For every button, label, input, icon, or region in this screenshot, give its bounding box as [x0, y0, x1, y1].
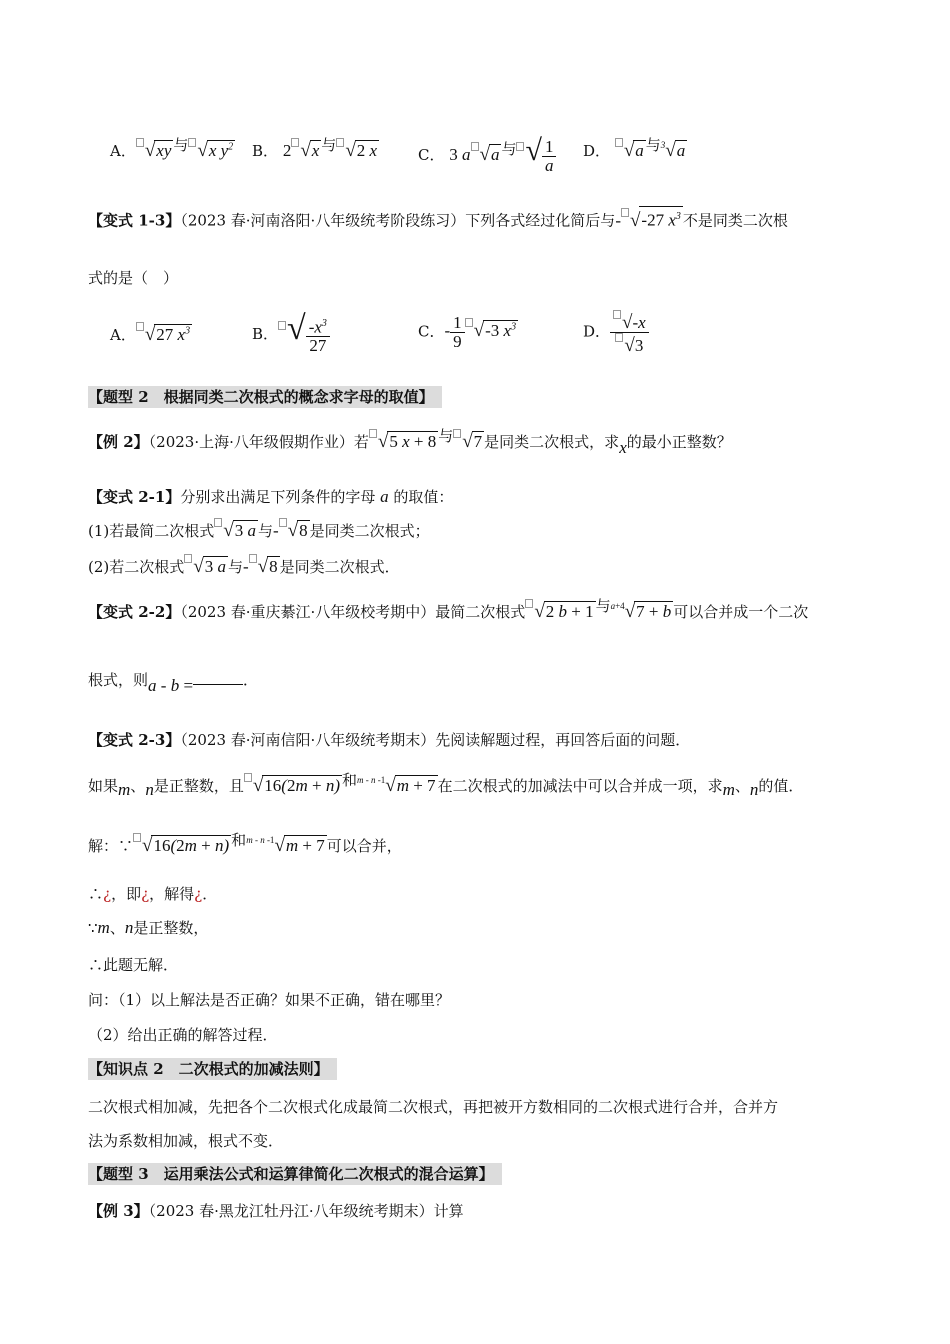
section-header-type-2: 【题型 2 根据同类二次根式的概念求字母的取值】 — [88, 386, 442, 408]
option-a-2: A． √27 $x^3$ — [110, 324, 191, 345]
option-d: D． √a 与$^3$√a — [583, 136, 686, 161]
option-b: B． 2 √x 与 √2 x — [252, 136, 378, 161]
variant-2-3: 【变式 2-3】（2023 春·河南信阳·八年级统考期末）先阅读解题过程，再回答后面的问题． — [88, 731, 691, 749]
variant-2-2: 【变式 2-2】（2023 春·重庆綦江·八年级校考期中）最简二次根式 √2 b + 1 与$^{a+4}$√7 + b 可以合并成一个二次 — [88, 597, 809, 622]
option-a: A． √xy 与 √x $y^2$ — [110, 136, 234, 161]
variant-2-3-step3: ∴此题无解． — [88, 956, 179, 974]
option-d-2: D． $\frac{√-x}{√3}$ — [583, 310, 649, 355]
knowledge-2-body-line2: 法为系数相加减，根式不变． — [88, 1132, 284, 1150]
example-2: 【例 2】（2023·上海·八年级假期作业）若 √5 x + 8 与 √7 是同类二次根式，求x的最小正整数？ — [88, 427, 732, 457]
option-b-2: B． √ $\frac{-x^3}{27}$ — [252, 310, 330, 355]
variant-2-1-part2: (2)若二次根式 √3 a 与- √8 是同类二次根式． — [88, 556, 400, 577]
option-c: C． 3 a √a 与 √ $\frac{1}{a}$ — [418, 134, 556, 175]
knowledge-2-body-line1: 二次根式相加减，先把各个二次根式化成最简二次根式，再把被开方数相同的二次根式进行合并，合并方 — [88, 1098, 779, 1116]
variant-2-3-step1: ∴¿，即¿，解得¿． — [88, 885, 218, 903]
variant-2-1-part1: (1)若最简二次根式 √3 a 与- √8 是同类二次根式； — [88, 520, 430, 541]
example-3: 【例 3】（2023 春·黑龙江牡丹江·八年级统考期末）计算 — [88, 1202, 464, 1220]
section-header-type-3: 【题型 3 运用乘法公式和运算律简化二次根式的混合运算】 — [88, 1163, 502, 1185]
variant-1-3-line2: 式的是（ ） — [88, 269, 179, 287]
section-header-knowledge-2: 【知识点 2 二次根式的加减法则】 — [88, 1058, 337, 1080]
variant-2-3-solution: 解：∵ √16(2m + n) 和$^{m - n -1}$√m + 7 可以合并， — [88, 831, 402, 856]
variant-2-3-question: 如果m、n是正整数，且 √16(2m + n) 和$^{m - n -1}$√m + 7 在二次根式的加减法中可以合并成一项，求m、n的值． — [88, 771, 804, 799]
variant-2-3-step2: ∵m、n是正整数， — [88, 918, 209, 937]
variant-1-3: 【变式 1-3】（2023 春·河南洛阳·八年级统考阶段练习）下列各式经过化简后与- √-27 $x^3$ 不是同类二次根 — [88, 206, 788, 231]
variant-2-3-ask1: 问：（1）以上解法是否正确？如果不正确，错在哪里？ — [88, 991, 451, 1009]
option-c-2: C．- $\frac{1}{9}$ √-3 $x^3$ — [418, 313, 517, 351]
variant-2-2-line2: 根式，则a - b = ． — [88, 671, 259, 695]
variant-2-1: 【变式 2-1】分别求出满足下列条件的字母 a 的取值： — [88, 487, 454, 506]
variant-2-3-ask2: （2）给出正确的解答过程． — [88, 1026, 278, 1044]
